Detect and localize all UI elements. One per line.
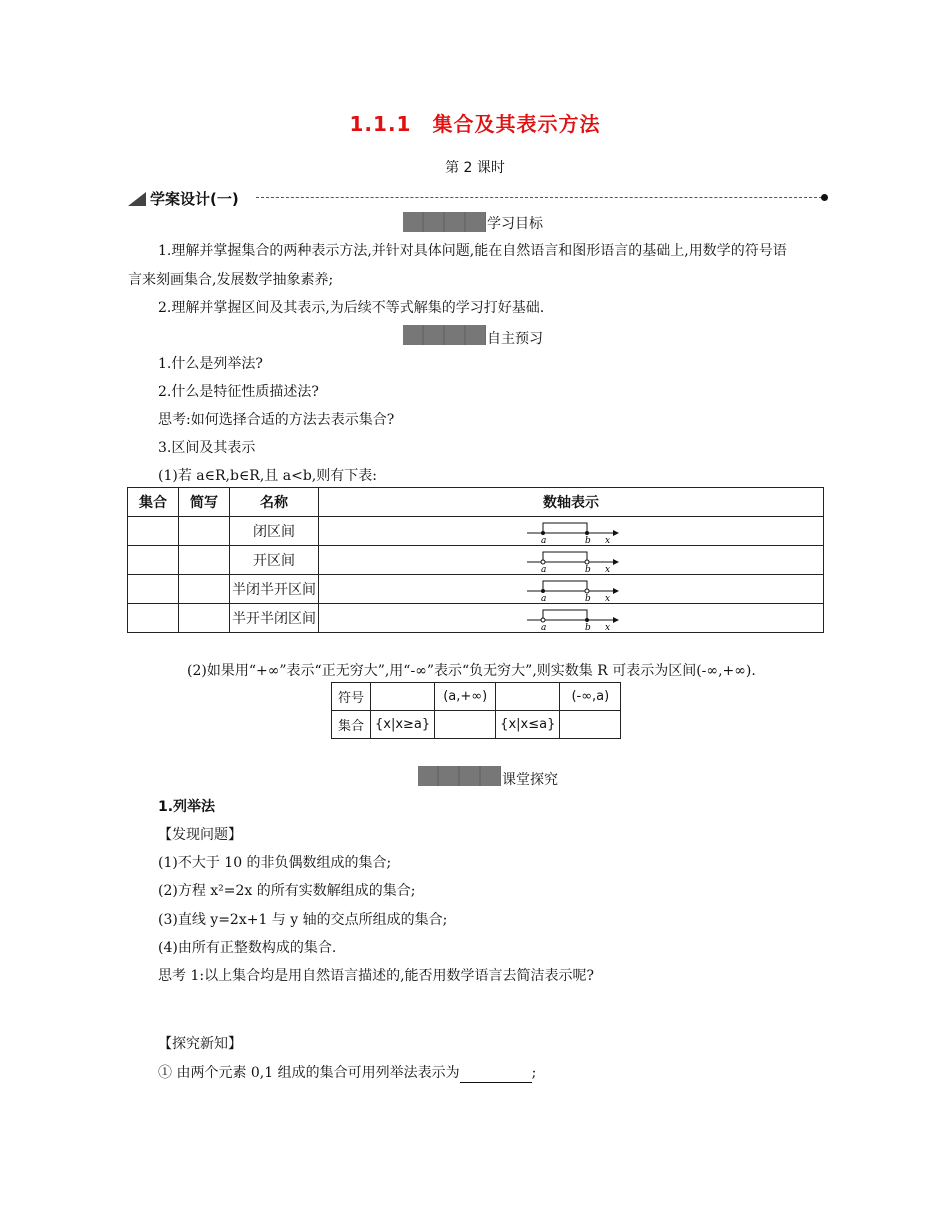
cell <box>496 683 560 711</box>
cell: {x|x≤a} <box>496 711 560 739</box>
infinity-note: (2)如果用“+∞”表示“正无穷大”,用“-∞”表示“负无穷大”,则实数集 R 可表示为区间(-∞,+∞). <box>187 663 756 679</box>
item-1-text: ① 由两个元素 0,1 组成的集合可用列举法表示为 <box>158 1065 460 1081</box>
svg-text:b: b <box>585 536 591 544</box>
svg-text:a: a <box>541 536 547 544</box>
cell-set-label: 集合 <box>332 711 371 739</box>
lesson-subtitle: 第 2 课时 <box>445 160 505 176</box>
goal-line-3: 2.理解并掌握区间及其表示,为后续不等式解集的学习打好基础. <box>158 300 545 316</box>
col-header-abbr: 简写 <box>179 488 230 517</box>
cell-name: 半开半闭区间 <box>230 604 319 633</box>
cell-axis <box>319 546 824 575</box>
preview-item-1: 1.什么是列举法? <box>158 356 263 372</box>
infinity-table <box>331 682 621 739</box>
cell-abbr <box>179 575 230 604</box>
cell-abbr <box>179 517 230 546</box>
band-explore-label: 课堂探究 <box>502 772 558 788</box>
cell <box>435 711 496 739</box>
band-blocks <box>403 325 486 345</box>
cell <box>371 683 435 711</box>
svg-text:x: x <box>605 536 611 544</box>
item-1-suffix: ; <box>531 1065 537 1081</box>
preview-item-2: 2.什么是特征性质描述法? <box>158 384 319 400</box>
table-row <box>128 517 824 546</box>
cell-name: 闭区间 <box>230 517 319 546</box>
section-label: 学案设计(一) <box>150 190 239 208</box>
end-dot-icon <box>821 194 828 201</box>
cell-axis <box>319 575 824 604</box>
cell: (-∞,a) <box>560 683 621 711</box>
preview-item-4: 3.区间及其表示 <box>158 440 256 456</box>
newknow-label: 【探究新知】 <box>158 1036 242 1052</box>
cell-set <box>128 546 179 575</box>
problem-1: (1)不大于 10 的非负偶数组成的集合; <box>158 855 392 871</box>
dotted-divider <box>256 197 822 198</box>
svg-text:b: b <box>585 623 591 631</box>
svg-text:x: x <box>605 594 611 602</box>
table-row <box>128 546 824 575</box>
table-row <box>332 683 621 711</box>
cell-set <box>128 604 179 633</box>
number-line-closed <box>523 518 623 544</box>
cell-set <box>128 575 179 604</box>
triangle-icon <box>128 192 146 206</box>
answer-blank[interactable] <box>460 1068 532 1083</box>
problem-3: (3)直线 y=2x+1 与 y 轴的交点所组成的集合; <box>158 912 448 928</box>
cell-abbr <box>179 604 230 633</box>
explore-heading: 1.列举法 <box>158 799 216 815</box>
band-explore <box>418 766 578 786</box>
table-row <box>128 604 824 633</box>
svg-text:a: a <box>541 565 547 573</box>
svg-text:x: x <box>605 623 611 631</box>
page-title: 1.1.1 集合及其表示方法 <box>349 112 601 136</box>
cell-name: 开区间 <box>230 546 319 575</box>
cell-axis <box>319 604 824 633</box>
item-1 <box>158 1063 536 1083</box>
problem-4: (4)由所有正整数构成的集合. <box>158 940 337 956</box>
col-header-name: 名称 <box>230 488 319 517</box>
svg-text:b: b <box>585 565 591 573</box>
think-1: 思考 1:以上集合均是用自然语言描述的,能否用数学语言去简洁表示呢? <box>158 968 595 984</box>
cell-axis <box>319 517 824 546</box>
cell-abbr <box>179 546 230 575</box>
svg-text:a: a <box>541 594 547 602</box>
goal-line-1: 1.理解并掌握集合的两种表示方法,并针对具体问题,能在自然语言和图形语言的基础上,用数学的符号语 <box>158 243 787 259</box>
cell <box>560 711 621 739</box>
discover-label: 【发现问题】 <box>158 827 242 843</box>
svg-text:a: a <box>541 623 547 631</box>
col-header-axis: 数轴表示 <box>319 488 824 517</box>
problem-2: (2)方程 x²=2x 的所有实数解组成的集合; <box>158 883 416 899</box>
section-header <box>128 188 828 210</box>
svg-text:b: b <box>585 594 591 602</box>
number-line-open <box>523 547 623 573</box>
band-preview <box>403 325 563 345</box>
cell: {x|x≥a} <box>371 711 435 739</box>
cell-name: 半闭半开区间 <box>230 575 319 604</box>
goal-line-2: 言来刻画集合,发展数学抽象素养; <box>128 272 334 288</box>
band-goal-label: 学习目标 <box>487 216 543 232</box>
table-row <box>128 575 824 604</box>
preview-item-3: 思考:如何选择合适的方法去表示集合? <box>158 412 395 428</box>
cell-symbol-label: 符号 <box>332 683 371 711</box>
band-blocks <box>418 766 501 786</box>
number-line-half-open <box>523 605 623 631</box>
table-row <box>332 711 621 739</box>
col-header-set: 集合 <box>128 488 179 517</box>
number-line-half-closed <box>523 576 623 602</box>
cell: (a,+∞) <box>435 683 496 711</box>
cell-set <box>128 517 179 546</box>
interval-intro: (1)若 a∈R,b∈R,且 a<b,则有下表: <box>158 468 377 484</box>
band-preview-label: 自主预习 <box>487 331 543 347</box>
band-blocks <box>403 212 486 232</box>
svg-text:x: x <box>605 565 611 573</box>
band-goal <box>403 212 563 232</box>
interval-table <box>127 487 824 633</box>
